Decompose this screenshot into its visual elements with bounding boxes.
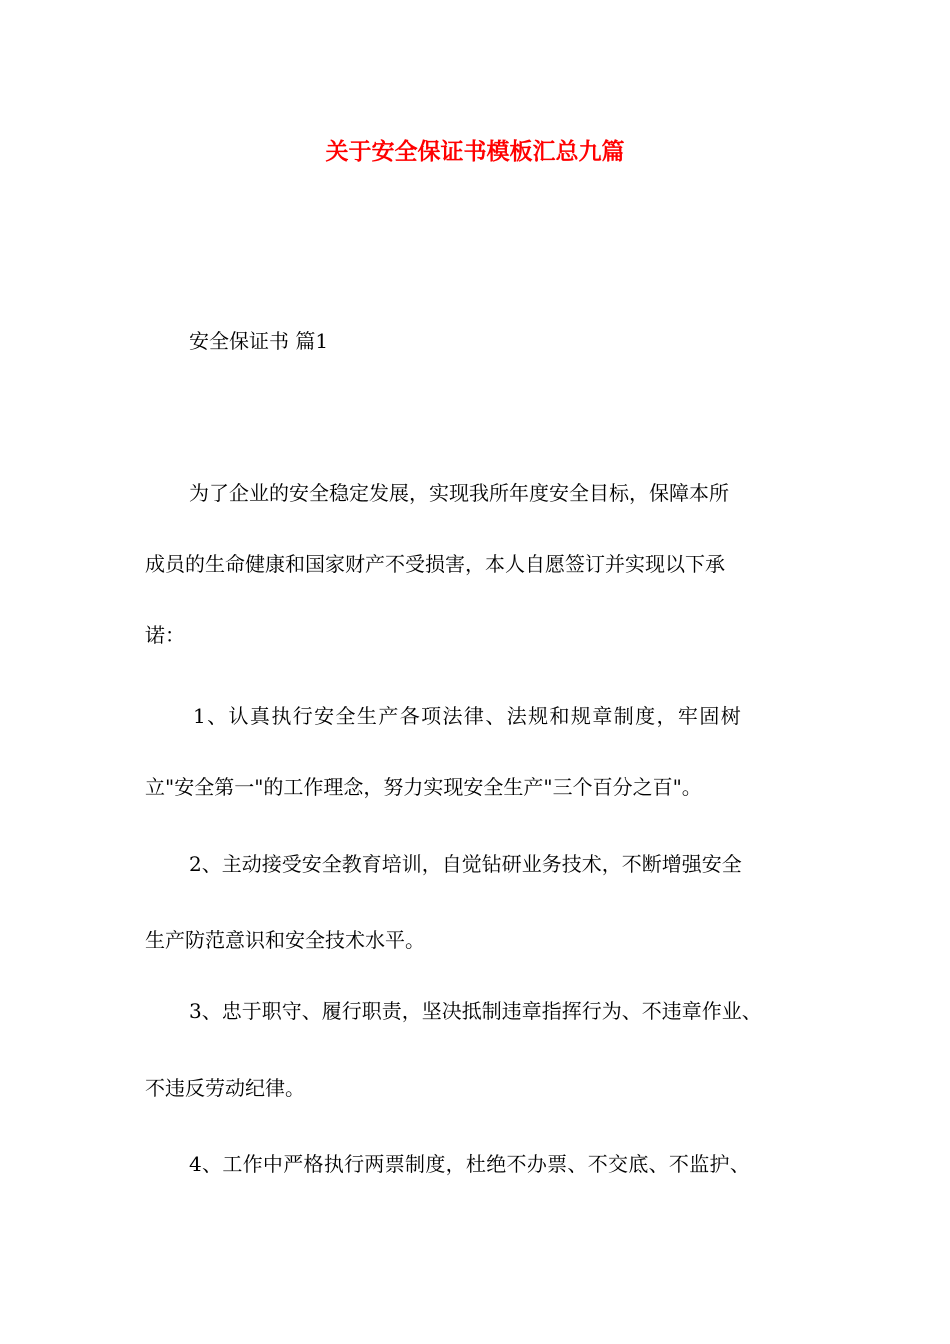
paragraph-line: 为了企业的安全稳定发展，实现我所年度安全目标，保障本所 (189, 481, 729, 505)
section-heading: 安全保证书 篇1 (189, 329, 329, 353)
paragraph-line: 2、主动接受安全教育培训，自觉钻研业务技术，不断增强安全 (189, 852, 742, 876)
paragraph-line: 诺： (145, 623, 185, 647)
document-title: 关于安全保证书模板汇总九篇 (325, 138, 625, 165)
paragraph-line: 立"安全第一"的工作理念，努力实现安全生产"三个百分之百"。 (145, 775, 702, 799)
paragraph-line: 不违反劳动纪律。 (145, 1076, 305, 1100)
paragraph-line: 3、忠于职守、履行职责，坚决抵制违章指挥行为、不违章作业、 (189, 999, 762, 1023)
paragraph-line: 1、认真执行安全生产各项法律、法规和规章制度，牢固树 (193, 704, 743, 728)
paragraph-line: 生产防范意识和安全技术水平。 (145, 928, 425, 952)
paragraph-line: 4、工作中严格执行两票制度，杜绝不办票、不交底、不监护、 (189, 1152, 751, 1176)
paragraph-line: 成员的生命健康和国家财产不受损害，本人自愿签订并实现以下承 (145, 552, 725, 576)
